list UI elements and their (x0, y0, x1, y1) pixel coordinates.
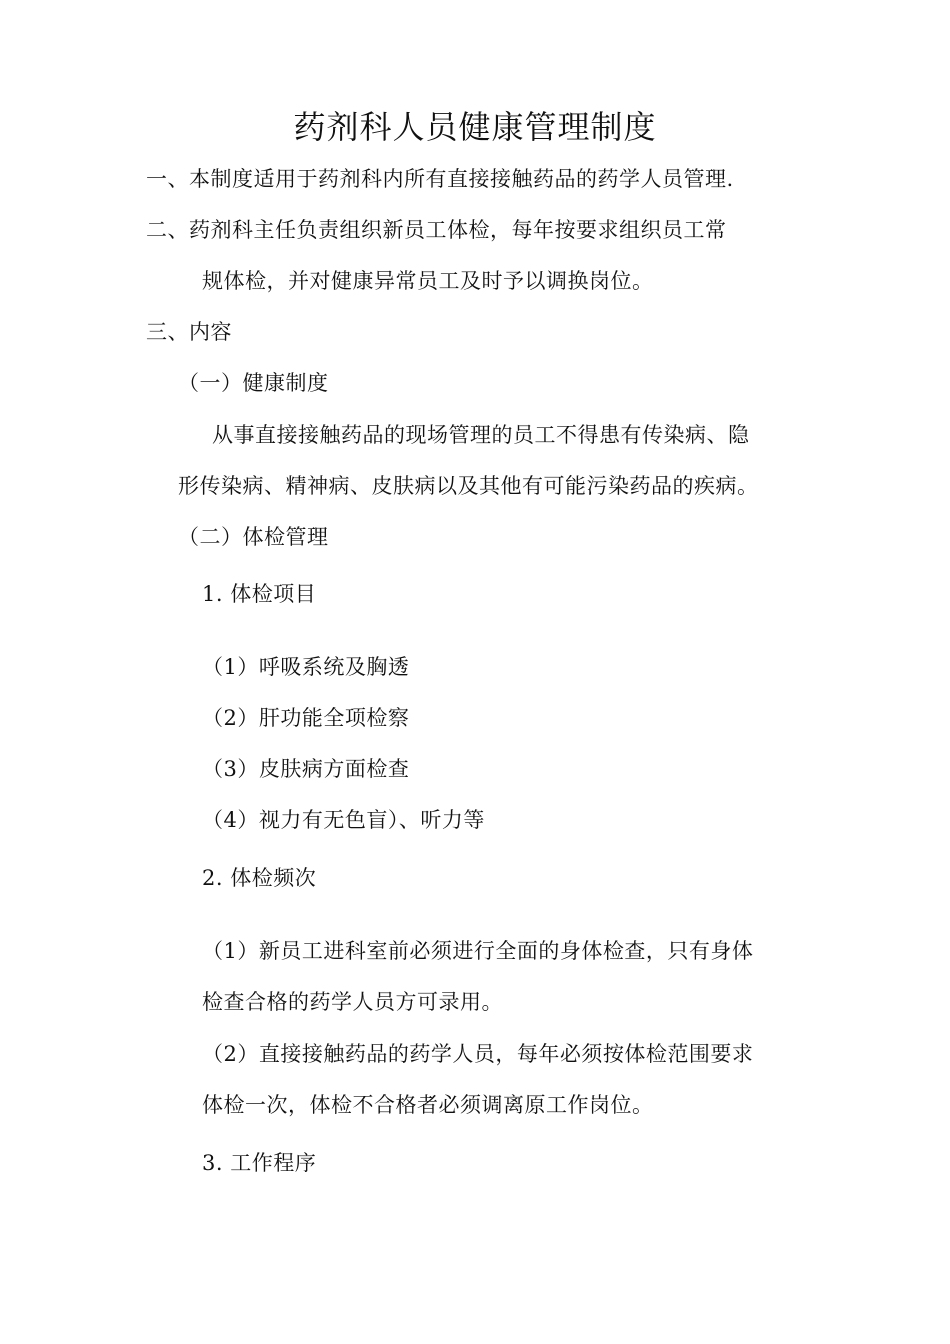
paragraph-health-line-2: 形传染病、精神病、皮肤病以及其他有可能污染药品的疾病。 (178, 474, 759, 498)
section-heading-content: 三、内容 (146, 320, 232, 344)
exam-item-3: （3）皮肤病方面检查 (202, 757, 410, 781)
frequency-item-2-line-1: （2）直接接触药品的药学人员，每年必须按体检范围要求 (202, 1042, 754, 1066)
frequency-item-1-line-1: （1）新员工进科室前必须进行全面的身体检查，只有身体 (202, 939, 754, 963)
subsection-heading-exam-management: （二）体检管理 (178, 525, 329, 549)
item-heading-exam-frequency: 2. 体检频次 (202, 866, 317, 890)
paragraph-responsibility-line-2: 规体检，并对健康异常员工及时予以调换岗位。 (202, 269, 654, 293)
frequency-item-2-line-2: 体检一次，体检不合格者必须调离原工作岗位。 (202, 1093, 654, 1117)
exam-item-4: （4）视力有无色盲）、听力等 (202, 808, 485, 832)
item-heading-exam-items: 1. 体检项目 (202, 582, 317, 606)
subsection-heading-health-system: （一）健康制度 (178, 371, 329, 395)
document-title: 药剂科人员健康管理制度 (293, 108, 657, 146)
exam-item-1: （1）呼吸系统及胸透 (202, 655, 410, 679)
paragraph-health-line-1: 从事直接接触药品的现场管理的员工不得患有传染病、隐 (212, 423, 750, 447)
item-heading-work-procedure: 3. 工作程序 (202, 1151, 317, 1175)
paragraph-scope: 一、本制度适用于药剂科内所有直接接触药品的药学人员管理. (146, 167, 734, 191)
exam-item-2: （2）肝功能全项检察 (202, 706, 410, 730)
paragraph-responsibility-line-1: 二、药剂科主任负责组织新员工体检，每年按要求组织员工常 (146, 218, 727, 242)
frequency-item-1-line-2: 检查合格的药学人员方可录用。 (202, 990, 503, 1014)
